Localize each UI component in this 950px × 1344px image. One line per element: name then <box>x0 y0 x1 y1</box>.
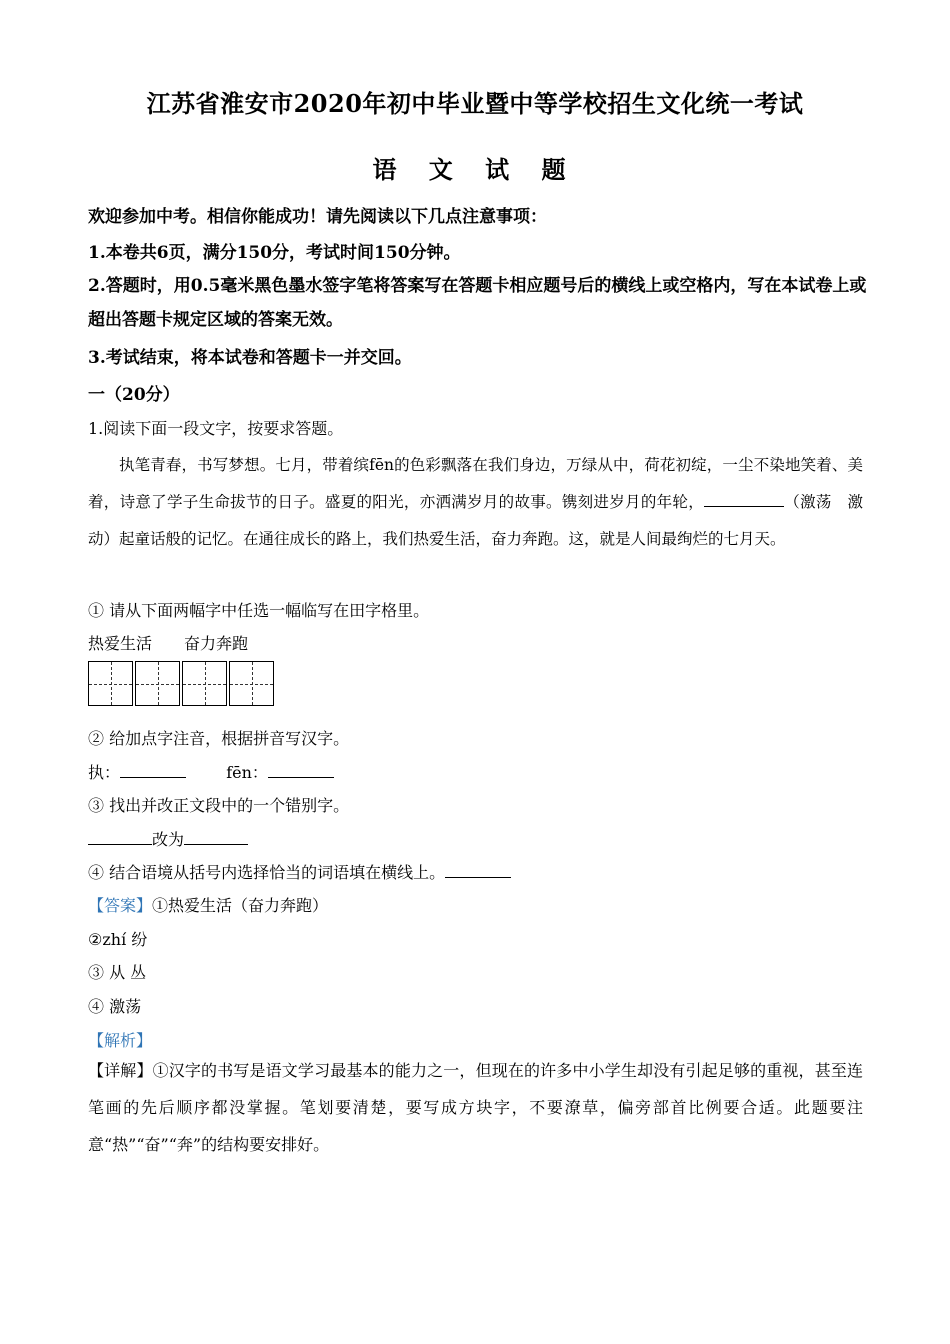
calligraphy-phrases: 热爱生活 奋力奔跑 <box>88 634 249 653</box>
passage-text-a: 执笔青春，书写梦想。七月，带着缤fēn的色彩飘落在我们身边，万绿从中，荷花初绽，一尘不染地笑着、美着，诗意了学子生命拔节的日子。盛夏的阳光，亦洒满岁月的故事。镌刻进岁月的年轮， <box>88 456 863 511</box>
grid-cell[interactable] <box>88 661 133 706</box>
sub-question-2-blanks <box>88 760 334 783</box>
reading-passage <box>88 447 863 558</box>
sub-question-4 <box>88 860 511 883</box>
label-zhi: 执： <box>88 763 121 782</box>
analysis-detail: 【详解】①汉字的书写是语文学习最基本的能力之一，但现在的许多中小学生却没有引起足够的重视，甚至连笔画的先后顺序都没掌握。笔划要清楚，要写成方块字，不要潦草，偏旁部首比例要合适。此题要注意“热”“奋”“奔”的结构要安排好。 <box>88 1061 863 1154</box>
blank-correct-char[interactable] <box>184 828 248 845</box>
grid-cell[interactable] <box>182 661 227 706</box>
analysis-label: 【解析】 <box>88 1031 153 1050</box>
notice-item-2: 2.答题时，用0.5毫米黑色墨水签字笔将答案写在答题卡相应题号后的横线上或空格内，写在本试卷上或超出答题卡规定区域的答案无效。 <box>88 276 867 330</box>
sub-question-3-blanks <box>88 827 248 850</box>
sub-question-2: ② 给加点字注音，根据拼音写汉字。 <box>88 729 350 748</box>
answer-1: ①热爱生活（奋力奔跑） <box>152 896 329 915</box>
section-heading: 一（20分） <box>88 385 180 405</box>
sub-question-3: ③ 找出并改正文段中的一个错别字。 <box>88 796 350 815</box>
notice-intro: 欢迎参加中考。相信你能成功！请先阅读以下几点注意事项： <box>88 207 547 227</box>
blank-wrong-char[interactable] <box>88 828 152 845</box>
grid-cell[interactable] <box>229 661 274 706</box>
answer-2: ②zhí 纷 <box>88 930 148 949</box>
passage-blank[interactable] <box>704 491 784 508</box>
notice-item-3: 3.考试结束，将本试卷和答题卡一并交回。 <box>88 348 412 368</box>
blank-word[interactable] <box>445 861 511 878</box>
label-fen: fēn： <box>226 763 268 782</box>
sub-question-1: ① 请从下面两幅字中任选一幅临写在田字格里。 <box>88 601 430 620</box>
question-1-prompt: 1.阅读下面一段文字，按要求答题。 <box>88 419 344 438</box>
blank-zhi[interactable] <box>120 761 186 778</box>
blank-fen[interactable] <box>268 761 334 778</box>
exam-title: 江苏省淮安市2020年初中毕业暨中等学校招生文化统一考试 <box>146 89 804 118</box>
notice-item-1: 1.本卷共6页，满分150分，考试时间150分钟。 <box>88 243 461 263</box>
answer-3: ③ 从 丛 <box>88 963 147 982</box>
sub-question-4-text: ④ 结合语境从括号内选择恰当的词语填在横线上。 <box>88 863 446 882</box>
tianzi-grid[interactable] <box>88 661 276 706</box>
exam-subtitle: 语 文 试 题 <box>372 155 578 184</box>
passage-text-b: （激荡 激动）起童话般的记忆。在通往成长的路上，我们热爱生活，奋力奔跑。这，就是人间最绚烂的七月天。 <box>88 493 863 548</box>
grid-cell[interactable] <box>135 661 180 706</box>
answer-4: ④ 激荡 <box>88 997 142 1016</box>
answer-line-1 <box>88 893 328 916</box>
answer-label: 【答案】 <box>88 896 153 915</box>
label-change-to: 改为 <box>152 830 185 849</box>
